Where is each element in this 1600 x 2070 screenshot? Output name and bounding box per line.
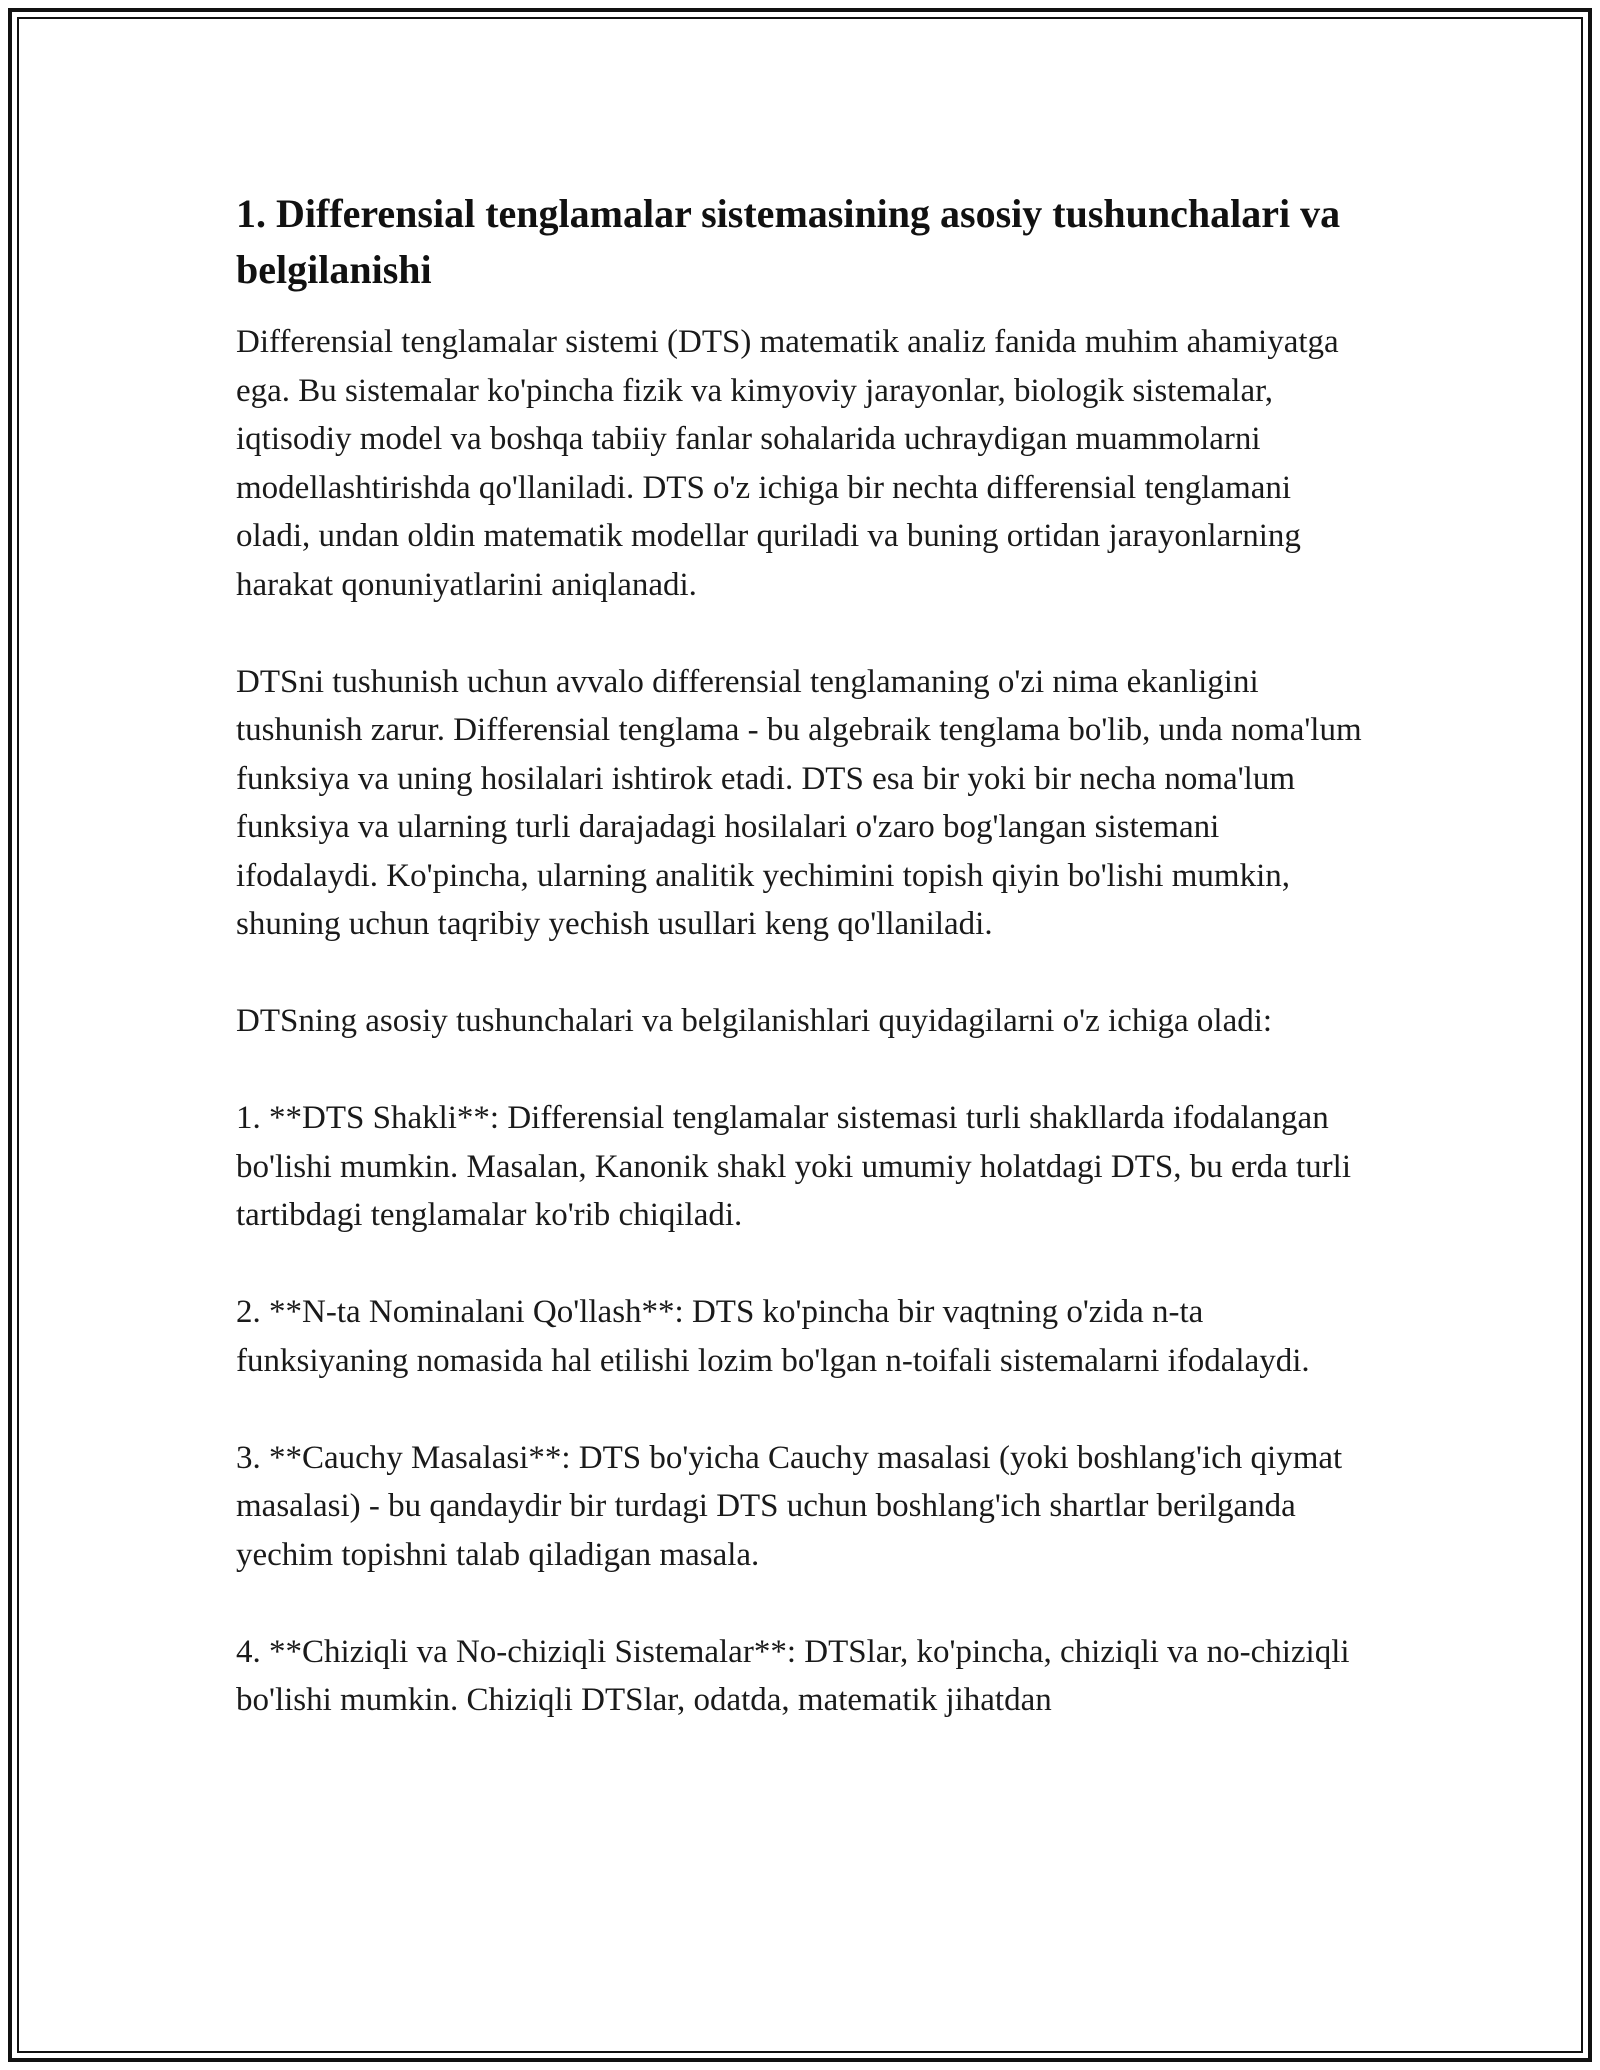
- list-item-dts-shakli: 1. **DTS Shakli**: Differensial tenglamalar sistemasi turli shakllarda ifodalangan bo'lishi mumkin. Masalan, Kanonik shakl yoki umumiy holatdagi DTS, bu erda turli tartibdagi tenglamalar ko'rib chiqiladi.: [236, 1100, 1351, 1233]
- list-item-chiziqli-sistemalar: 4. **Chiziqli va No-chiziqli Sistemalar**: DTSlar, ko'pincha, chiziqli va no-chiziqli bo'lishi mumkin. Chiziqli DTSlar, odatda, matematik jihatdan: [236, 1633, 1350, 1718]
- paragraph-list-intro: DTSning asosiy tushunchalari va belgilanishlari quyidagilarni o'z ichiga oladi:: [236, 1003, 1273, 1039]
- document-body: [236, 186, 1366, 1773]
- paragraph-intro: Differensial tenglamalar sistemi (DTS) matematik analiz fanida muhim ahamiyatga ega. Bu sistemalar ko'pincha fizik va kimyoviy jarayonlar, biologik sistemalar, iqtisodiy model va boshqa tabiiy fanlar sohalarida uchraydigan muammolarni modellashtirishda qo'llaniladi. DTS o'z ichiga bir nechta differensial tenglamani oladi, undan oldin matematik modellar quriladi va buning ortidan jarayonlarning harakat qonuniyatlarini aniqlanadi.: [236, 324, 1339, 603]
- paragraph-definition: DTSni tushunish uchun avvalo differensial tenglamaning o'zi nima ekanligini tushunish zarur. Differensial tenglama - bu algebraik tenglama bo'lib, unda noma'lum funksiya va uning hosilalari ishtirok etadi. DTS esa bir yoki bir necha noma'lum funksiya va ularning turli darajadagi hosilalari o'zaro bog'langan sistemani ifodalaydi. Ko'pincha, ularning analitik yechimini topish qiyin bo'lishi mumkin, shuning uchun taqribiy yechish usullari keng qo'llaniladi.: [236, 663, 1362, 942]
- section-title: 1. Differensial tenglamalar sistemasining asosiy tushunchalari va belgilanishi: [236, 191, 1341, 292]
- list-item-cauchy-masalasi: 3. **Cauchy Masalasi**: DTS bo'yicha Cauchy masalasi (yoki boshlang'ich qiymat masalasi) - bu qandaydir bir turdagi DTS uchun boshlang'ich shartlar berilganda yechim topishni talab qiladigan masala.: [236, 1439, 1343, 1573]
- list-item-n-ta-nominalani: 2. **N-ta Nominalani Qo'llash**: DTS ko'pincha bir vaqtning o'zida n-ta funksiyaning nomasida hal etilishi lozim bo'lgan n-toifali sistemalarni ifodalaydi.: [236, 1294, 1310, 1379]
